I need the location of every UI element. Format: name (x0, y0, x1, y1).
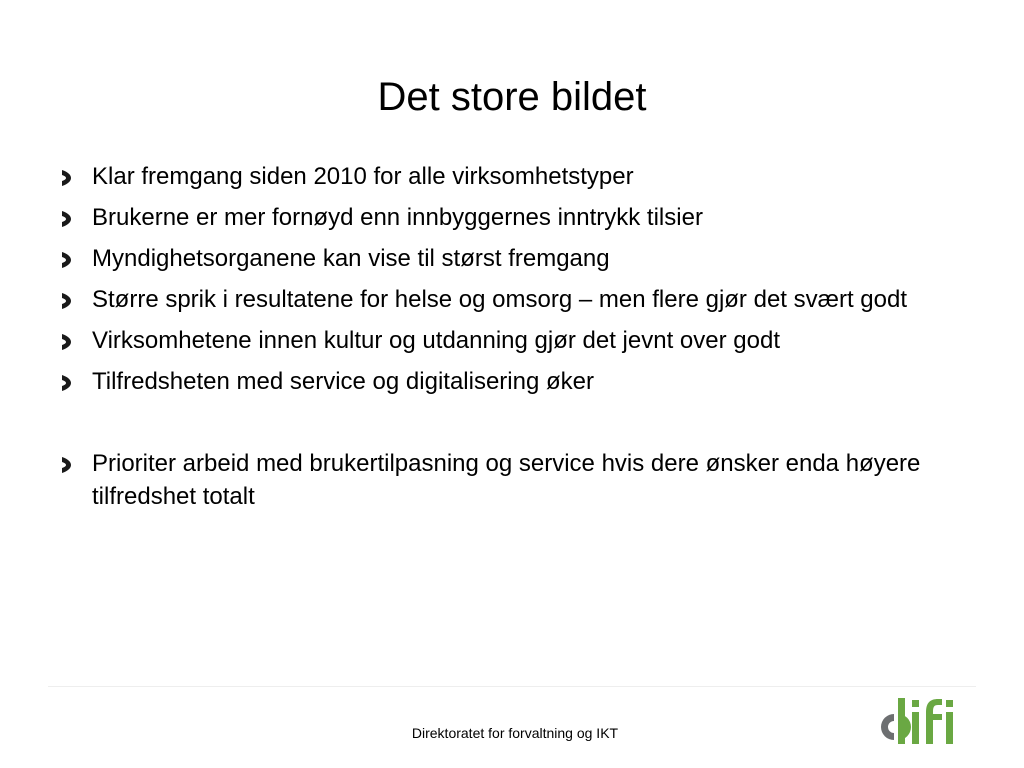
bullet-item (56, 201, 936, 234)
bullet-item (56, 242, 936, 275)
logo-i1-stem (912, 712, 919, 744)
bullet-item (56, 160, 936, 193)
bullet-list (56, 160, 936, 521)
bullet-item (56, 324, 936, 357)
bullet-marker-icon (60, 251, 72, 269)
difi-logo (874, 690, 974, 750)
logo-i2-stem (946, 712, 953, 744)
bullet-text: Klar fremgang siden 2010 for alle virksomhetstyper (92, 163, 634, 190)
bullet-text: Tilfredsheten med service og digitalisering øker (92, 368, 594, 395)
bullet-text: Virksomhetene innen kultur og utdanning gjør det jevnt over godt (92, 327, 780, 354)
logo-i1-dot (912, 700, 919, 707)
slide-title: Det store bildet (377, 75, 647, 119)
bullet-marker-icon (60, 374, 72, 392)
bullet-item (56, 447, 936, 513)
bullet-item (56, 283, 936, 316)
bullet-marker-icon (60, 456, 72, 474)
bullet-marker-icon (60, 333, 72, 351)
bullet-text: Myndighetsorganene kan vise til størst fremgang (92, 245, 610, 272)
logo-gray-arc (881, 714, 894, 740)
bullet-item (56, 365, 936, 398)
bullet-text: Større sprik i resultatene for helse og omsorg – men flere gjør det svært godt (92, 286, 908, 313)
logo-i2-dot (946, 700, 953, 707)
bullet-text: Prioriter arbeid med brukertilpasning og service hvis dere ønsker enda høyere tilfredshet totalt (92, 450, 921, 510)
bullet-marker-icon (60, 292, 72, 310)
bullet-text: Brukerne er mer fornøyd enn innbyggernes inntrykk tilsier (92, 204, 703, 231)
footer-organization: Direktoratet for forvaltning og IKT (411, 725, 619, 741)
bullet-marker-icon (60, 210, 72, 228)
logo-f (926, 699, 942, 744)
bullet-marker-icon (60, 169, 72, 187)
footer-divider (48, 686, 976, 687)
